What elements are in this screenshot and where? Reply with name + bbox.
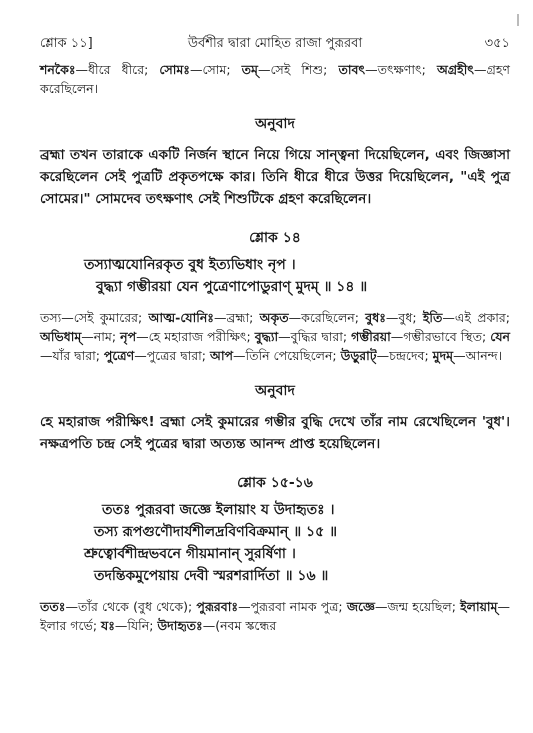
gloss-meaning: গম্ভীরভাবে স্থিত; <box>403 329 491 344</box>
gloss-term: বুদ্ধ্যা <box>254 329 279 344</box>
running-header <box>40 34 510 56</box>
gloss-term: পুরূরবাঃ <box>196 599 239 614</box>
verse-line: শ্রুত্বোর্বশীন্দ্রভবনে গীয়মানান্ সুরর্ষিণা । <box>84 546 296 562</box>
gloss-term: তম্ <box>241 62 258 77</box>
verse-15-16-title: শ্লোক ১৫-১৬ <box>237 475 313 491</box>
translation-heading-1: অনুবাদ <box>255 116 295 132</box>
gloss-meaning: ইলার গর্ভে; <box>40 618 102 633</box>
gloss-meaning: তিনি পেয়েছিলেন; <box>245 348 341 363</box>
header-chapter-title: উর্বশীর দ্বারা মোহিত রাজা পুরূরবা <box>187 36 363 51</box>
word-for-word-15: ততঃ—তাঁর থেকে (বুধ থেকে); পুরূরবাঃ—পুরূরবা নামক পুত্র; জজ্ঞে—জন্ম হয়েছিল; ইলায়াম্—ইলার গর্ভে; যঃ—যিনি; উদাহৃতঃ—(নবম স্কন্ধের <box>40 599 510 633</box>
gloss-meaning: পুত্রের দ্বারা; <box>146 348 210 363</box>
gloss-meaning: যাঁর দ্বারা; <box>52 348 104 363</box>
gloss-meaning: করেছিলেন; <box>301 310 366 325</box>
gloss-term: ইতি <box>422 310 443 325</box>
gloss-meaning: তস্য—সেই কুমারের; <box>40 310 149 325</box>
verse-line: ততঃ পুরূরবা জজ্ঞে ইলায়াং য উদাহৃতঃ । <box>102 502 335 518</box>
gloss-meaning: (নবম স্কন্ধের <box>215 618 277 633</box>
gloss-meaning: গ্রহণ করেছিলেন। <box>40 62 510 96</box>
gloss-meaning: সেই শিশু; <box>270 62 339 77</box>
translation-2: হে মহারাজ পরীক্ষিৎ! ব্রহ্মা সেই কুমারের গম্ভীর বুদ্ধি দেখে তাঁর নাম রেখেছিলেন 'বুধ'। নক্ষত্রপতি চন্দ্র সেই পুত্রের দ্বারা অত্যন্ত আনন্দ প্রাপ্ত হয়েছিলেন। <box>40 414 510 452</box>
gloss-term: যেন <box>490 329 510 344</box>
gloss-meaning: হে মহারাজ পরীক্ষিৎ; <box>148 329 255 344</box>
gloss-term: ইলায়াম্ <box>460 599 498 614</box>
gloss-meaning: এই প্রকার; <box>454 310 510 325</box>
gloss-term: জজ্ঞে <box>346 599 375 614</box>
word-for-word-top: শনকৈঃ—ধীরে ধীরে; সোমঃ—সোম; তম্—সেই শিশু; তাবৎ—তৎক্ষণাৎ; অগ্রহীৎ—গ্রহণ করেছিলেন। <box>40 62 510 96</box>
gloss-term: অভিধাম্ <box>40 329 82 344</box>
gloss-meaning: সোম; <box>202 62 242 77</box>
gloss-term: ততঃ <box>40 599 66 614</box>
gloss-term: শনকৈঃ <box>40 62 76 77</box>
gloss-term: অগ্রহীৎ <box>436 62 474 77</box>
gloss-term: অকৃত <box>259 310 289 325</box>
gloss-meaning: পুরূরবা নামক পুত্র; <box>250 599 347 614</box>
verse-line: তস্য রূপগুণৌদার্যশীলদ্রবিণবিক্রমান্ ॥ ১৫ ॥ <box>94 524 337 540</box>
verse-14-text <box>40 254 510 298</box>
gloss-term: তাবৎ <box>338 62 366 77</box>
verse-line: তদন্তিকমুপেয়ায় দেবী স্মরশরার্দিতা ॥ ১৬ ॥ <box>94 568 329 584</box>
gloss-term: উদাহৃতঃ <box>157 618 203 633</box>
book-page <box>40 34 510 635</box>
gloss-meaning: চন্দ্রদেব; <box>389 348 433 363</box>
gloss-meaning: তাঁর থেকে (বুধ থেকে); <box>77 599 197 614</box>
gloss-meaning: আনন্দ। <box>465 348 503 363</box>
gloss-term: মুদম্ <box>432 348 454 363</box>
verse-14-title: শ্লোক ১৪ <box>249 230 301 246</box>
gloss-term: সোমঃ <box>159 62 190 77</box>
verse-line: বুদ্ধ্যা গম্ভীরয়া যেন পুত্রেণাপোডুরাণ্ মুদম্ ॥ ১৪ ॥ <box>96 279 368 295</box>
gloss-term: আত্ম-যোনিঃ <box>148 310 214 325</box>
gloss-meaning: নাম; <box>93 329 121 344</box>
header-verse-ref: শ্লোক ১১] <box>40 36 93 51</box>
translation-heading-2: অনুবাদ <box>255 383 295 399</box>
verse-15-16-text <box>40 499 510 587</box>
verse-line: তস্যাত্মযোনিরকৃত বুধ ইত্যভিধাং নৃপ । <box>84 257 296 273</box>
gloss-meaning: যিনি; <box>127 618 158 633</box>
word-for-word-14: তস্য—সেই কুমারের; আত্ম-যোনিঃ—ব্রহ্মা; অকৃত—করেছিলেন; বুধঃ—বুধ; ইতি—এই প্রকার; অভিধাম্—নাম; নৃপ—হে মহারাজ পরীক্ষিৎ; বুদ্ধ্যা—বুদ্ধির দ্বারা; গম্ভীরয়া—গম্ভীরভাবে স্থিত; যেন—যাঁর দ্বারা; পুত্রেণ—পুত্রের দ্বারা; আপ—তিনি পেয়েছিলেন; উড়ুরাট্—চন্দ্রদেব; মুদম্—আনন্দ। <box>40 310 510 363</box>
gloss-meaning: বুদ্ধির দ্বারা; <box>290 329 352 344</box>
gloss-term: বুধঃ <box>365 310 386 325</box>
gloss-meaning: জন্ম হয়েছিল; <box>387 599 461 614</box>
gloss-term: পুত্রেণ <box>103 348 135 363</box>
translation-1: ব্রহ্মা তখন তারাকে একটি নির্জন স্থানে নিয়ে গিয়ে সান্ত্বনা দিয়েছিলেন, এবং জিজ্ঞাসা করেছিলেন সেই পুত্রটি প্রকৃতপক্ষে কার। তিনি ধীরে ধীরে উত্তর দিয়েছিলেন, "এই পুত্র সোমের।" সোমদেব তৎক্ষণাৎ সেই শিশুটিকে গ্রহণ করেছিলেন। <box>40 147 510 207</box>
gloss-meaning: ব্রহ্মা; <box>226 310 260 325</box>
gloss-meaning: তৎক্ষণাৎ; <box>377 62 437 77</box>
gloss-term: আপ <box>209 348 234 363</box>
gloss-term: গম্ভীরয়া <box>351 329 391 344</box>
page-edge-mark <box>517 14 519 26</box>
gloss-meaning: ধীরে ধীরে; <box>88 62 160 77</box>
gloss-term: উড়ুরাট্ <box>340 348 377 363</box>
page-number: ৩৫১ <box>484 36 510 51</box>
gloss-meaning: বুধ; <box>398 310 423 325</box>
gloss-term: যঃ <box>101 618 115 633</box>
gloss-term: নৃপ <box>120 329 137 344</box>
